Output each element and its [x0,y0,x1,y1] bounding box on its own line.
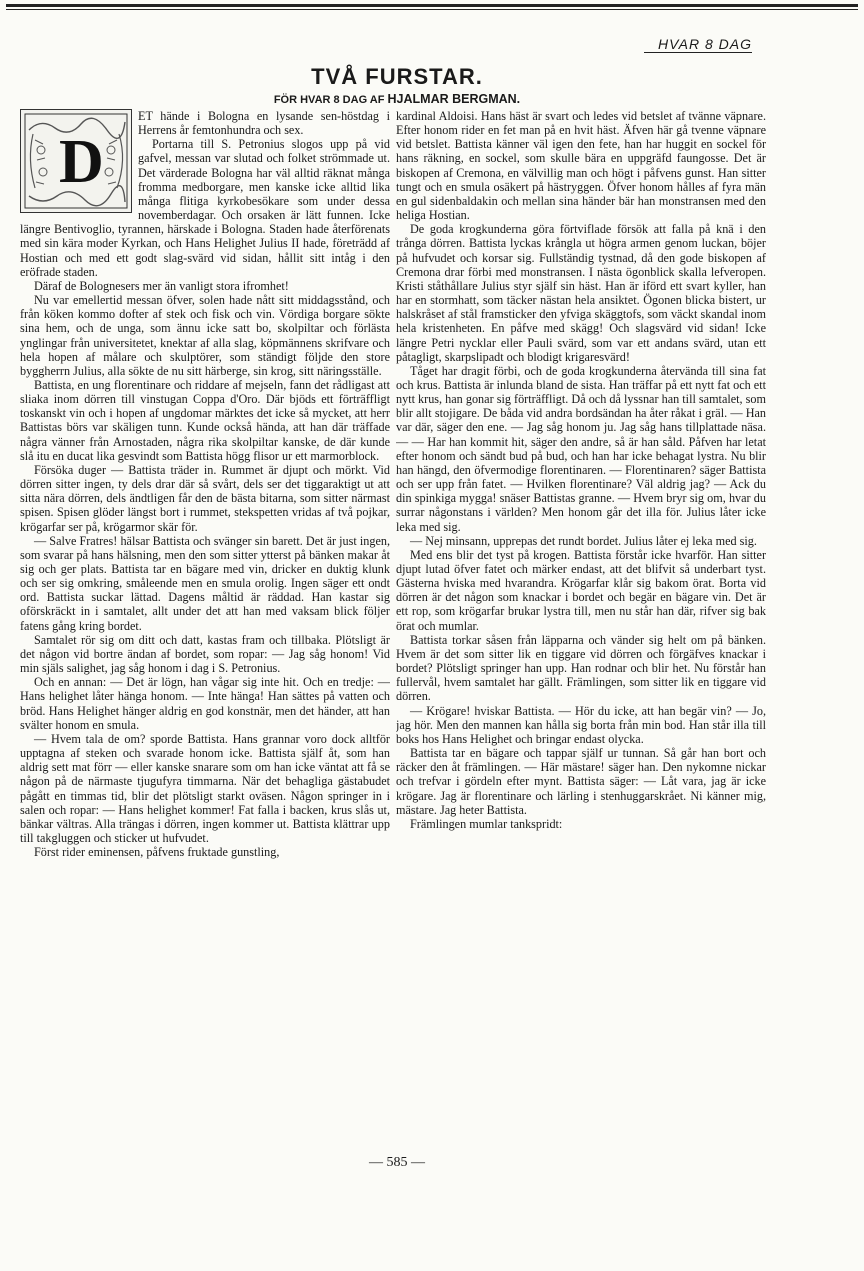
paragraph: Först rider eminensen, påfvens fruktade gunstling, [34,845,280,860]
paragraph: Tåget har dragit förbi, och de goda krogkunderna återvända till sina fat och krus. Battista är inlunda bland de sista. Han träffar på ett nytt fat och ett nytt krus, han gonar sig förträffligt. Då och då lyssnar han till samtalet, som blir allt stojigare. De båda vid andra bordsändan ha åter råkat i gräl. — Han var där, säger den ene. — Jag såg honom ju. Jag såg hans tillplattade näsa. — — Har han kommit hit, säger den andre, så är han såld. Påfven har letat efter honom och sändt bud på bud, och han har icke behagat lystra. Nu blir han hängd, den öfvermodige florentinaren. — Florentinaren? säger Battista och ser upp från fatet. — Hvilken florentinare? Väl aldrig jag? — Ack du din spinkiga mygga! snäser Battistas granne. — Hvem bryr sig om, hvar du surrar någonstans i världen? Men honom går det illa för. Julius låter icke leka med sig. [396,363,766,534]
paragraph: De goda krogkunderna göra förtviflade försök att falla på knä i den trånga dörren. Battista lyckas krångla ut högra armen genom luckan, böjer på hufvudet och korsar sig. Fullständig tystnad, då den gode biskopen af Cremona drar förbi med monstransen. I nästa ögonblick skalla lefveropen. Kristi ståthållare Julius styr själf sin häst. Han är iförd ett svart kyller, han har en stormhatt, som täcker nästan hela ansiktet. Ögonen blicka bistert, ur halskråset af stål framsticker den yfviga skäggtofs, som väckt skandal inom hela kristenheten. En påfve med skägg! Och slagsvärd vid sidan! Icke längre Petri nycklar eller Pauli svärd, som var ett andans svärd, utan ett påtagligt, skarpslipadt och blodigt krigaresvärd! [396,222,766,364]
running-head-rule [644,52,752,53]
paragraph: — Nej minsann, upprepas det rundt bordet. Julius låter ej leka med sig. [410,533,757,548]
paragraph: ET hände i Bologna en lysande sen-höstdag i Herrens år femtonhundra och sex. [138,109,390,138]
paragraph: Nu var emellertid messan öfver, solen hade nått sitt middagsstånd, och från köken kommo dofter af stek och fisk och vin. Vördiga borgare sökte sina hem, och de unga, som ännu icke satt bo, skolpiltar och förlästa ynglingar från universitetet, knektar af alla slag, köpmännens skrifvare och hela hopen af målare och skulptörer, som ständigt följde den store byggherrn Julius, alla sökte de nu sitt härberge, sin krog, sitt näringsställe. [20,293,390,378]
running-head: HVAR 8 DAG [657,36,752,52]
paragraph: Battista, en ung florentinare och riddare af mejseln, fann det rådligast att sliaka inom dörren till vinstugan Coppa d'Oro. Där bjöds ett förträffligt toskanskt vin och i hopen af ungdomar märktes det icke så mycket, att herr Battistas börs var skäligen tunn. Kunde också hända, att han där träffade några vänner från Arnostaden, några rika skolpiltar kanske, de där kunde slå itu en ducat lika gesvindt som Battista högg flisor ur ett marmorblock. [20,377,390,463]
paragraph: — Hvem tala de om? sporde Battista. Hans grannar voro dock alltför upptagna af steken och svarade honom icke. Battista själf åt, som han aldrig sett mat förr — eller kanske snarare som om han icke väntat att få se någon på de närmaste tjugufyra timmarna. När det behagliga gästabudet pågått en timmas tid, blir det plötsligt starkt oväsen. Någon springer in i salen och ropar: — Hans helighet kommer! Fat falla i backen, krus slås ut, bänkar vältras. Alla trängas i dörren, ingen kommer ut. Battista klättrar upp till takgluggen och sticker ut hufvudet. [20,731,390,845]
article-title: TVÅ FURSTAR. [311,64,483,89]
paragraph: — Krögare! hviskar Battista. — Hör du icke, att han begär vin? — Jo, jag hör. Men den mannen kan hålla sig borta från min bod. Han står illa till boks hos Hans Helighet och bringar endast olycka. [396,703,766,746]
right-column [396,109,766,1144]
author-name: HJALMAR BERGMAN. [387,92,521,106]
byline-prefix: FÖR HVAR 8 DAG AF [273,94,385,106]
byline [0,92,794,106]
paragraph: kardinal Aldoisi. Hans häst är svart och ledes vid betslet af tvänne väpnare. Efter honom rider en fet man på en hvit häst. Äfven här gå tvenne väpnare vid betslet. Battista känner väl igen den fete, han har huggit en sockel för hans räkning, en sockel, som skulle bära en uppgräfd faungosse. Det är biskopen af Cremona, en välvillig man och högt i påfvens gunst. Han sitter tungt och en smula osäkert på hästryggen. Öfver honom hålles af fyra män en gul sidenbaldakin och mellan sina händer bär han monstransen med den heliga Hostian. [396,109,766,223]
paragraph: Portarna till S. Petronius slogos upp på vid gafvel, messan var slutad och folket strömmade ut. Det värderade Bologna har väl alltid räknat många fromma medborgare, men kanske icke alltid lika många flitiga kyrkobesökare som under dessa novemberdagar. Och orsaken är lätt funnen. Icke längre Bentivoglio, tyrannen, härskade i Bologna. Staden hade återförenats med sin kära moder Kyrkan, och Hans Helighet Julius II hade, företrädd af Hostian och med ett godt slag-svärd vid sidan, hållit sitt intåg i den eröfrade staden. [20,137,390,279]
top-rule-thin [6,9,858,10]
top-rule [6,4,858,7]
page-number: — 585 — [369,1155,425,1170]
paragraph: Battista torkar såsen från läpparna och vänder sig helt om på bänken. Hvem är det som sitter lik en tiggare vid dörren och förgäfves knackar i bordet? Plötsligt springer han upp. Han rodnar och blir het. Nu förstår han fullervål, hvem samtalet har gällt. Främlingen, som sitter lik en tiggare vid dörren. [396,632,766,704]
paragraph: Samtalet rör sig om ditt och datt, kastas fram och tillbaka. Plötsligt är det någon vid bortre ändan af bordet, som ropar: — Jag såg honom! Vid min själs salighet, jag såg honom i dag i S. Petronius. [20,632,390,676]
paragraph: Försöka duger — Battista träder in. Rummet är djupt och mörkt. Vid dörren sitter ingen, ty dels drar där så svårt, dels ser det tiggaraktigt ut att sitta nära dörren, dels ändtligen får den de bästa bitarna, som sitter närmast spisen. Spisen glöder längst bort i rummet, stekspetten vridas af två pojkar, krögarfar ser på, krögarmor skär för. [20,462,390,534]
paragraph: Främlingen mumlar tankspridt: [410,816,563,831]
dropcap-letter: D [59,128,104,196]
paragraph: Och en annan: — Det är lögn, han vågar sig inte hit. Och en tredje: — Hans helighet låter hänga honom. — Inte hänga! Han sättes på vatten och bröd. Hans Helighet hänger aldrig en god konstnär, men det händer, att han svälter honom en smula. [20,675,390,732]
left-column [20,109,390,1144]
paragraph: Däraf de Bolognesers mer än vanligt stora ifromhet! [34,278,289,293]
paragraph: — Salve Fratres! hälsar Battista och svänger sin barett. Det är just ingen, som svarar på hans hälsning, men den som sitter ytterst på bänken makar åt sig och ger plats. Battista tar en bägare med vin, dricker en duktig klunk och ser sig omkring, småleende men en smula orolig. Ingen säger ett ondt ord. Battista suckar lättad. Dagens måltid är räddad. Han kastar sig oförskräckt in i samtalet, allt under det att han med vaksam blick följer fatens gång kring bordet. [20,533,390,633]
paragraph: Med ens blir det tyst på krogen. Battista förstår icke hvarför. Han sitter djupt lutad öfver fatet och märker endast, att det blifvit så underbart tyst. Gästerna hviska med hvarandra. Krögarfar klår sig bakom örat. Borta vid dörren är det någon som knackar i bordet och begär en bägare vin. Det är ett rop, som krögarfar brukar lystra till, men nu står han där, rifver sig bak örat och mumlar. [396,547,766,633]
ornamental-initial [20,109,132,213]
paragraph: Battista tar en bägare och tappar själf ur tunnan. Så går han bort och räcker den åt främlingen. — Här mästare! säger han. Den nykomne nickar och trefvar i gördeln efter mynt. Battista säger: — Låt vara, jag är icke krögare. Jag är florentinare och lärling i stenhuggarskrået. Ni känner mig, mästare. Jag heter Battista. [396,746,766,817]
